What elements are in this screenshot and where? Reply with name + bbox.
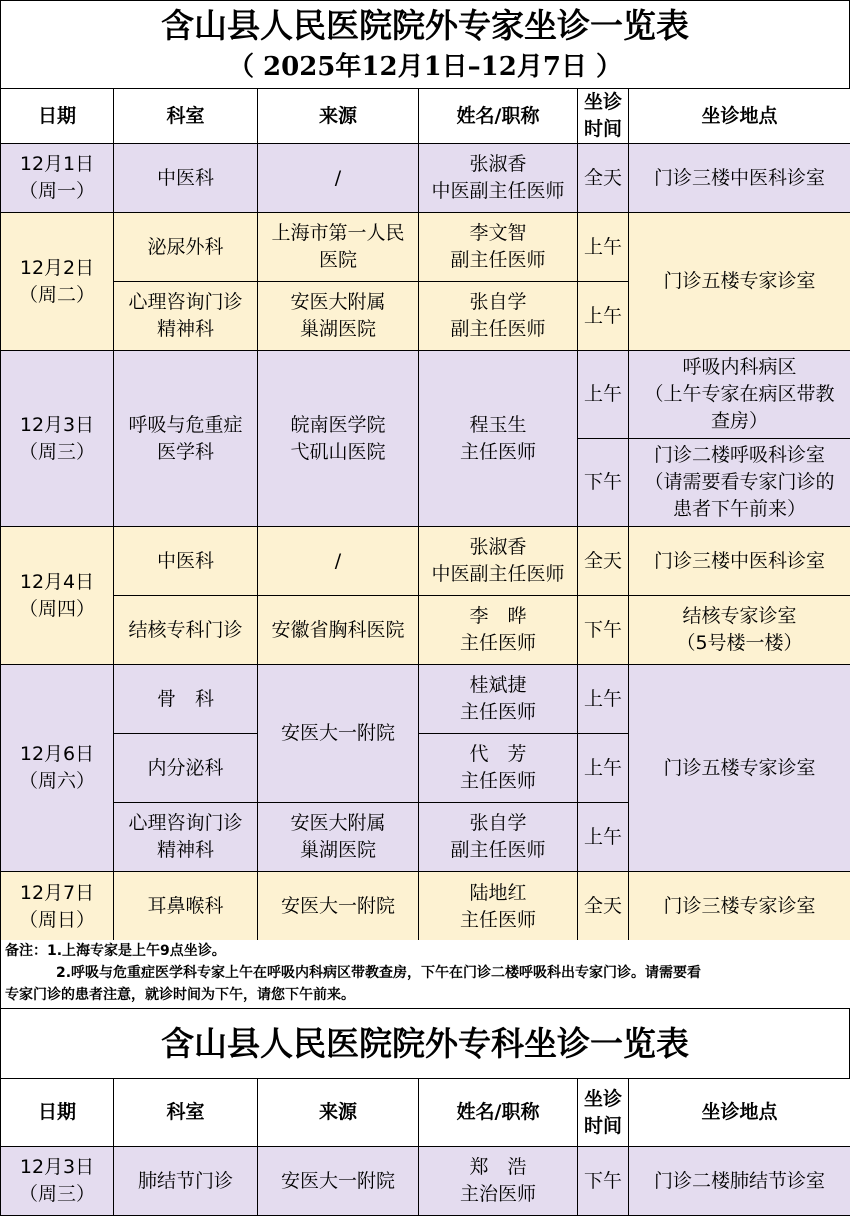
source-cell: 安医大一附院 [258,872,419,942]
source-cell: 安徽省胸科医院 [258,596,419,665]
table-header-row [1,1079,850,1147]
table-row [1,1147,850,1216]
doctor-cell: 张淑香 中医副主任医师 [419,527,578,596]
dept-cell: 中医科 [114,527,258,596]
header-source: 来源 [258,89,419,144]
second-title: 含山县人民医院院外专科坐诊一览表 [0,1008,850,1079]
dept-cell: 骨 科 [114,665,258,734]
time-cell: 下午 [578,439,629,527]
note-line-3: 专家门诊的患者注意，就诊时间为下午，请您下午前来。 [5,987,355,1003]
note-line-1: 备注：1.上海专家是上午9点坐诊。 [5,943,226,959]
doctor-cell: 陆地红 主任医师 [419,872,578,942]
doctor-cell: 程玉生 主任医师 [419,351,578,527]
date-cell: 12月3日 （周三） [1,351,114,527]
table-row [1,351,850,439]
location-cell: 门诊三楼专家诊室 [629,872,850,942]
location-cell: 呼吸内科病区 （上午专家在病区带教 查房） [629,351,850,439]
table-row [1,665,850,734]
location-cell: 门诊五楼专家诊室 [629,213,850,351]
doctor-cell: 代 芳 主任医师 [419,734,578,803]
header-location: 坐诊地点 [629,1079,850,1147]
doctor-cell: 郑 浩 主治医师 [419,1147,578,1216]
header-name-title: 姓名/职称 [419,89,578,144]
header-date: 日期 [1,1079,114,1147]
doctor-cell: 桂斌捷 主任医师 [419,665,578,734]
location-cell: 门诊五楼专家诊室 [629,665,850,872]
source-cell: 皖南医学院 弋矶山医院 [258,351,419,527]
dept-cell: 耳鼻喉科 [114,872,258,942]
header-name-title: 姓名/职称 [419,1079,578,1147]
location-cell: 结核专家诊室 （5号楼一楼） [629,596,850,665]
time-cell: 全天 [578,144,629,213]
time-cell: 全天 [578,872,629,942]
dept-cell: 内分泌科 [114,734,258,803]
dept-cell: 肺结节门诊 [114,1147,258,1216]
table-row [1,144,850,213]
time-cell: 上午 [578,803,629,872]
expert-schedule-table [0,88,850,942]
date-cell: 12月3日 （周三） [1,1147,114,1216]
header-time [578,89,629,144]
dept-cell: 结核专科门诊 [114,596,258,665]
header-time-line1: 坐诊 [583,91,622,113]
time-cell: 上午 [578,734,629,803]
date-range-subtitle: （ 2025年12月1日–12月7日 ） [227,52,622,82]
dept-cell: 中医科 [114,144,258,213]
header-dept: 科室 [114,89,258,144]
source-cell: 安医大附属 巢湖医院 [258,803,419,872]
main-title-block [0,0,850,89]
header-date: 日期 [1,89,114,144]
dept-cell: 心理咨询门诊 精神科 [114,282,258,351]
source-cell: 安医大附属 巢湖医院 [258,282,419,351]
note-line-2: 2.呼吸与危重症医学科专家上午在呼吸内科病区带教查房，下午在门诊二楼呼吸科出专家门诊。请需要看 [56,965,702,981]
remarks-note [0,940,850,1008]
table-row [1,872,850,942]
time-cell: 上午 [578,351,629,439]
table-row [1,527,850,596]
doctor-cell: 李 晔 主任医师 [419,596,578,665]
date-cell: 12月1日 （周一） [1,144,114,213]
source-cell: 安医大一附院 [258,1147,419,1216]
location-cell: 门诊二楼呼吸科诊室 （请需要看专家门诊的 患者下午前来） [629,439,850,527]
specialist-schedule-table [0,1078,850,1216]
main-title: 含山县人民医院院外专家坐诊一览表 [161,6,689,45]
time-cell: 下午 [578,596,629,665]
location-cell: 门诊三楼中医科诊室 [629,144,850,213]
dept-cell: 呼吸与危重症 医学科 [114,351,258,527]
time-cell: 下午 [578,1147,629,1216]
header-dept: 科室 [114,1079,258,1147]
time-cell: 上午 [578,282,629,351]
date-cell: 12月4日 （周四） [1,527,114,665]
table-header-row [1,89,850,144]
doctor-cell: 张自学 副主任医师 [419,282,578,351]
source-cell: 上海市第一人民 医院 [258,213,419,282]
date-cell: 12月6日 （周六） [1,665,114,872]
header-location: 坐诊地点 [629,89,850,144]
source-cell: 安医大一附院 [258,665,419,803]
source-cell: / [258,144,419,213]
doctor-cell: 张淑香 中医副主任医师 [419,144,578,213]
header-time: 坐诊 时间 [578,1079,629,1147]
header-time-line2: 时间 [583,118,622,140]
time-cell: 上午 [578,665,629,734]
time-cell: 全天 [578,527,629,596]
dept-cell: 心理咨询门诊 精神科 [114,803,258,872]
source-cell: / [258,527,419,596]
time-cell: 上午 [578,213,629,282]
table-row [1,596,850,665]
doctor-cell: 张自学 副主任医师 [419,803,578,872]
date-cell: 12月7日 （周日） [1,872,114,942]
table-row [1,213,850,282]
date-cell: 12月2日 （周二） [1,213,114,351]
doctor-cell: 李文智 副主任医师 [419,213,578,282]
dept-cell: 泌尿外科 [114,213,258,282]
location-cell: 门诊二楼肺结节诊室 [629,1147,850,1216]
location-cell: 门诊三楼中医科诊室 [629,527,850,596]
header-source: 来源 [258,1079,419,1147]
